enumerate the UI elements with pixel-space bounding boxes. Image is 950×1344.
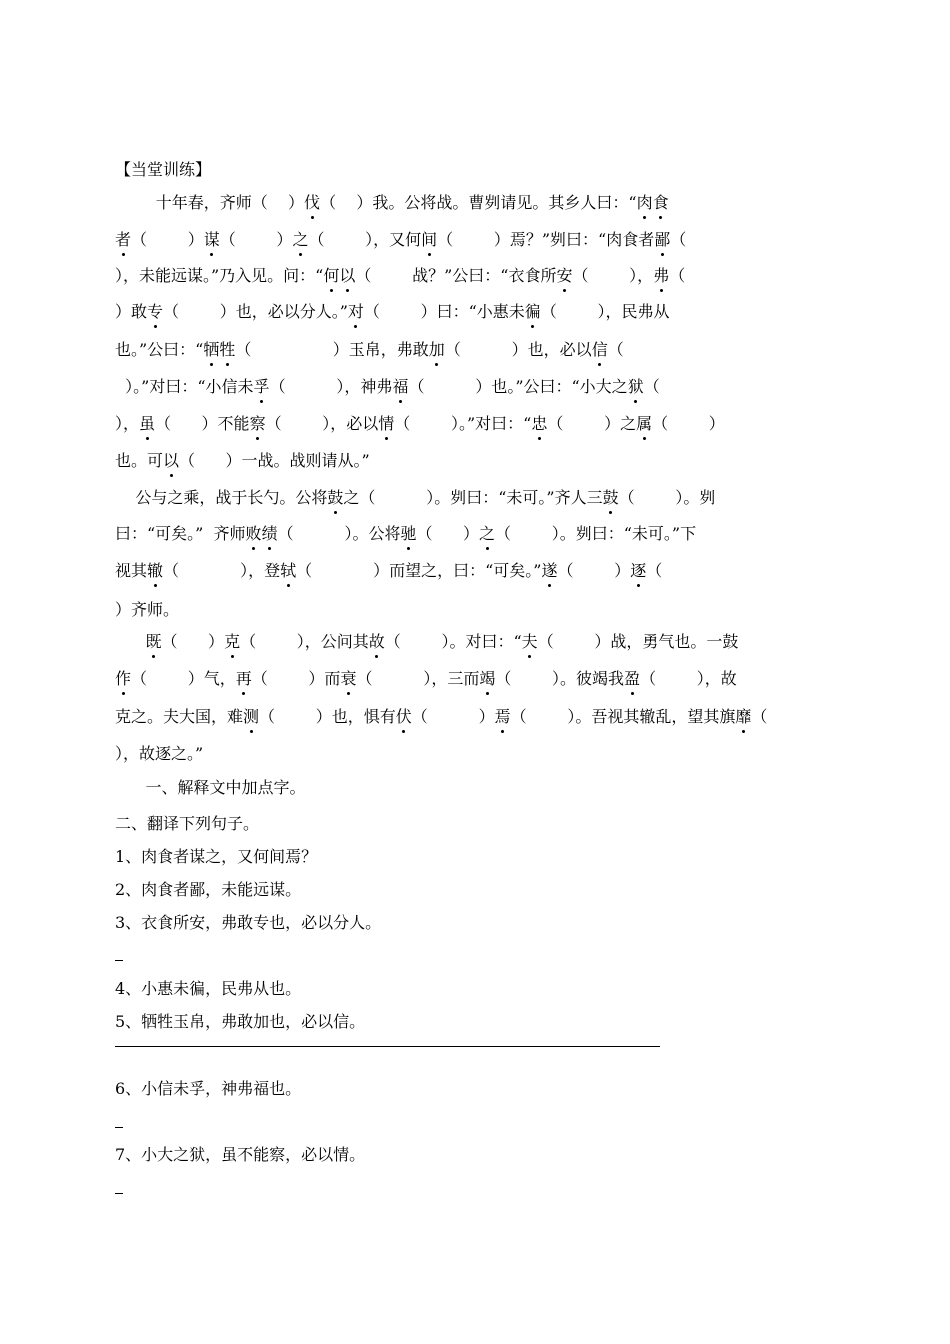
dotted-char: 弗 bbox=[653, 266, 670, 285]
dotted-char: 鄙 bbox=[654, 230, 671, 249]
section-header: 【当堂训练】 bbox=[115, 160, 212, 179]
passage-text: 之（ ）。刿曰：“未可。”齐人三 bbox=[343, 488, 603, 507]
passage-line bbox=[115, 451, 370, 471]
dotted-char: 忠 bbox=[531, 414, 548, 433]
dotted-char: 福 bbox=[392, 377, 409, 396]
task-one: 一、解释文中加点字。 bbox=[115, 778, 306, 797]
passage-text: （ bbox=[607, 340, 624, 359]
dotted-char: 之 bbox=[479, 524, 496, 543]
dotted-char: 绩 bbox=[261, 524, 278, 543]
dotted-char: 徧 bbox=[524, 302, 541, 321]
passage-line bbox=[115, 524, 696, 544]
passage-text: （ bbox=[646, 561, 663, 580]
sentence-6: 6、小信未孚，神弗福也。 bbox=[115, 1079, 302, 1098]
passage-line bbox=[115, 266, 685, 286]
passage-text: （ ）一战。战则请从。” bbox=[179, 451, 370, 470]
dotted-char: 狱 bbox=[627, 377, 644, 396]
dotted-char: 何 bbox=[323, 266, 340, 285]
passage-text: （ ）。对曰：“ bbox=[384, 632, 522, 651]
passage-line bbox=[115, 669, 737, 689]
passage-text: （ ）。”对曰：“ bbox=[394, 414, 532, 433]
passage-text: （ ）气， bbox=[131, 669, 236, 688]
dotted-char: 克 bbox=[224, 632, 241, 651]
passage-text: （ ） bbox=[219, 230, 293, 249]
dotted-char: 既 bbox=[145, 632, 162, 651]
dotted-char: 以 bbox=[163, 451, 180, 470]
task-two: 二、翻译下列句子。 bbox=[115, 814, 260, 833]
dotted-char: 属 bbox=[636, 414, 653, 433]
passage-text: 也。”公曰：“ bbox=[115, 340, 204, 359]
dotted-char: 焉 bbox=[494, 707, 511, 726]
dotted-char: 牺 bbox=[203, 340, 220, 359]
passage-text: 曰：“可矣。” 齐师 bbox=[115, 524, 246, 543]
sentence-7: 7、小大之狱，虽不能察，必以情。 bbox=[115, 1145, 366, 1164]
passage-text: （ ），故 bbox=[640, 669, 737, 688]
dotted-char: 孚 bbox=[253, 377, 270, 396]
dotted-char: 者 bbox=[115, 230, 132, 249]
dotted-char: 伏 bbox=[395, 707, 412, 726]
dotted-char: 遂 bbox=[541, 561, 558, 580]
passage-text: （ ）， bbox=[572, 266, 654, 285]
dotted-char: 肉 bbox=[636, 193, 653, 212]
dotted-char: 间 bbox=[421, 230, 438, 249]
passage-text: （ ），又何 bbox=[308, 230, 422, 249]
passage-text: （ ）也，惧有 bbox=[259, 707, 396, 726]
dotted-char: 加 bbox=[428, 340, 445, 359]
dotted-char: 之 bbox=[292, 230, 309, 249]
dotted-char: 专 bbox=[147, 302, 164, 321]
dotted-char: 故 bbox=[368, 632, 385, 651]
passage-text: （ ）。刿曰：“未可。”下 bbox=[495, 524, 697, 543]
sentence-4: 4、小惠未徧，民弗从也。 bbox=[115, 979, 302, 998]
passage-text: （ ）。刿 bbox=[618, 488, 716, 507]
sentence-3: 3、衣食所安，弗敢专也，必以分人。 bbox=[115, 913, 382, 932]
dotted-char: 靡 bbox=[735, 707, 752, 726]
dotted-char: 再 bbox=[235, 669, 252, 688]
dotted-char: 衰 bbox=[340, 669, 357, 688]
passage-text: ）。”对曰：“小信未 bbox=[115, 377, 254, 396]
passage-text: （ ），登 bbox=[163, 561, 281, 580]
answer-line bbox=[115, 1046, 660, 1047]
passage-text: 克之。夫大国，难 bbox=[115, 707, 244, 726]
dotted-char: 轼 bbox=[280, 561, 297, 580]
dotted-char: 安 bbox=[556, 266, 573, 285]
passage-text: （ bbox=[643, 377, 660, 396]
answer-dash bbox=[115, 1193, 123, 1194]
dotted-char: 竭 bbox=[479, 669, 496, 688]
dotted-char: 以 bbox=[339, 266, 356, 285]
dotted-char: 情 bbox=[378, 414, 395, 433]
dotted-char: 伐 bbox=[304, 193, 321, 212]
passage-text: （ ）也，必以分人。” bbox=[163, 302, 348, 321]
passage-text: （ ） bbox=[652, 414, 725, 433]
dotted-char: 逐 bbox=[630, 561, 647, 580]
passage-text: 视其 bbox=[115, 561, 148, 580]
dotted-char: 辙 bbox=[147, 561, 164, 580]
passage-line bbox=[115, 488, 715, 508]
dotted-char: 谋 bbox=[203, 230, 220, 249]
dotted-char: 信 bbox=[591, 340, 608, 359]
passage-text: （ ），民弗从 bbox=[540, 302, 670, 321]
passage-text: （ ）而望之，曰：“可矣。” bbox=[296, 561, 542, 580]
passage-line bbox=[115, 707, 767, 727]
passage-line bbox=[115, 302, 670, 322]
passage-text: （ ） bbox=[416, 524, 479, 543]
dotted-char: 鼓 bbox=[602, 488, 619, 507]
dotted-char: 牲 bbox=[219, 340, 236, 359]
passage-text: （ ）不能 bbox=[155, 414, 250, 433]
passage-text: ），未能远谋。”乃入见。问：“ bbox=[115, 266, 324, 285]
passage-text: （ ）战，勇气也。一鼓 bbox=[537, 632, 739, 651]
passage-line bbox=[115, 632, 738, 652]
passage-line bbox=[115, 230, 686, 250]
sentence-2: 2、肉食者鄙，未能远谋。 bbox=[115, 880, 302, 899]
dotted-char: 夫 bbox=[521, 632, 538, 651]
passage-line bbox=[115, 414, 725, 434]
passage-text: （ ）。吾视其辙乱，望其旗 bbox=[510, 707, 736, 726]
passage-text: （ ）。彼竭我 bbox=[495, 669, 625, 688]
passage-text: （ ） bbox=[557, 561, 631, 580]
passage-text: （ bbox=[751, 707, 768, 726]
passage-text: （ bbox=[670, 230, 687, 249]
answer-dash bbox=[115, 960, 123, 961]
dotted-char: 对 bbox=[347, 302, 364, 321]
passage-text: 公与之乘，战于长勺。公将 bbox=[115, 488, 328, 507]
passage-text: （ bbox=[669, 266, 686, 285]
passage-text bbox=[115, 632, 146, 651]
passage-line bbox=[115, 377, 660, 397]
answer-dash bbox=[115, 1127, 123, 1128]
passage-text: （ ）。公将 bbox=[277, 524, 401, 543]
passage-text: （ ） bbox=[411, 707, 495, 726]
passage-text: ）齐师。 bbox=[115, 600, 180, 619]
sentence-1: 1、肉食者谋之，又何间焉？ bbox=[115, 847, 318, 866]
passage-text: （ 战？”公曰：“衣食所 bbox=[355, 266, 557, 285]
passage-text: ）， bbox=[115, 414, 140, 433]
dotted-char: 驰 bbox=[400, 524, 417, 543]
passage-text: （ ），神弗 bbox=[269, 377, 393, 396]
passage-line bbox=[115, 340, 624, 360]
dotted-char: 盈 bbox=[624, 669, 641, 688]
passage-text: （ ）我。公将战。曹刿请见。其乡人曰：“ bbox=[320, 193, 637, 212]
passage-text: （ ）玉帛，弗敢 bbox=[235, 340, 429, 359]
dotted-char: 作 bbox=[115, 669, 132, 688]
passage-line bbox=[115, 193, 669, 213]
passage-line bbox=[115, 744, 203, 764]
dotted-char: 察 bbox=[249, 414, 266, 433]
passage-text: （ ）之 bbox=[547, 414, 637, 433]
passage-text: （ ），公问其 bbox=[240, 632, 369, 651]
passage-text: （ ），必以 bbox=[265, 414, 379, 433]
passage-text: （ ）也，必以 bbox=[444, 340, 592, 359]
passage-text: （ ）曰：“小惠未 bbox=[363, 302, 525, 321]
passage-text: 也。可 bbox=[115, 451, 164, 470]
dotted-char: 鼓 bbox=[327, 488, 344, 507]
dotted-char: 虽 bbox=[139, 414, 156, 433]
passage-text: ）敢 bbox=[115, 302, 148, 321]
passage-line bbox=[115, 600, 179, 620]
dotted-char: 测 bbox=[243, 707, 260, 726]
passage-text: （ ）焉？”刿曰：“肉食者 bbox=[437, 230, 655, 249]
passage-text: （ ）而 bbox=[251, 669, 341, 688]
passage-line bbox=[115, 561, 662, 581]
passage-text: （ ） bbox=[161, 632, 225, 651]
passage-text: 十年春，齐师（ ） bbox=[115, 193, 305, 212]
sentence-5: 5、牺牲玉帛，弗敢加也，必以信。 bbox=[115, 1012, 366, 1031]
dotted-char: 食 bbox=[652, 193, 669, 212]
passage-text: （ ），三而 bbox=[356, 669, 480, 688]
passage-text: （ ） bbox=[131, 230, 204, 249]
passage-text: ），故逐之。” bbox=[115, 744, 204, 763]
passage-text: （ ）也。”公曰：“小大之 bbox=[408, 377, 628, 396]
dotted-char: 败 bbox=[245, 524, 262, 543]
